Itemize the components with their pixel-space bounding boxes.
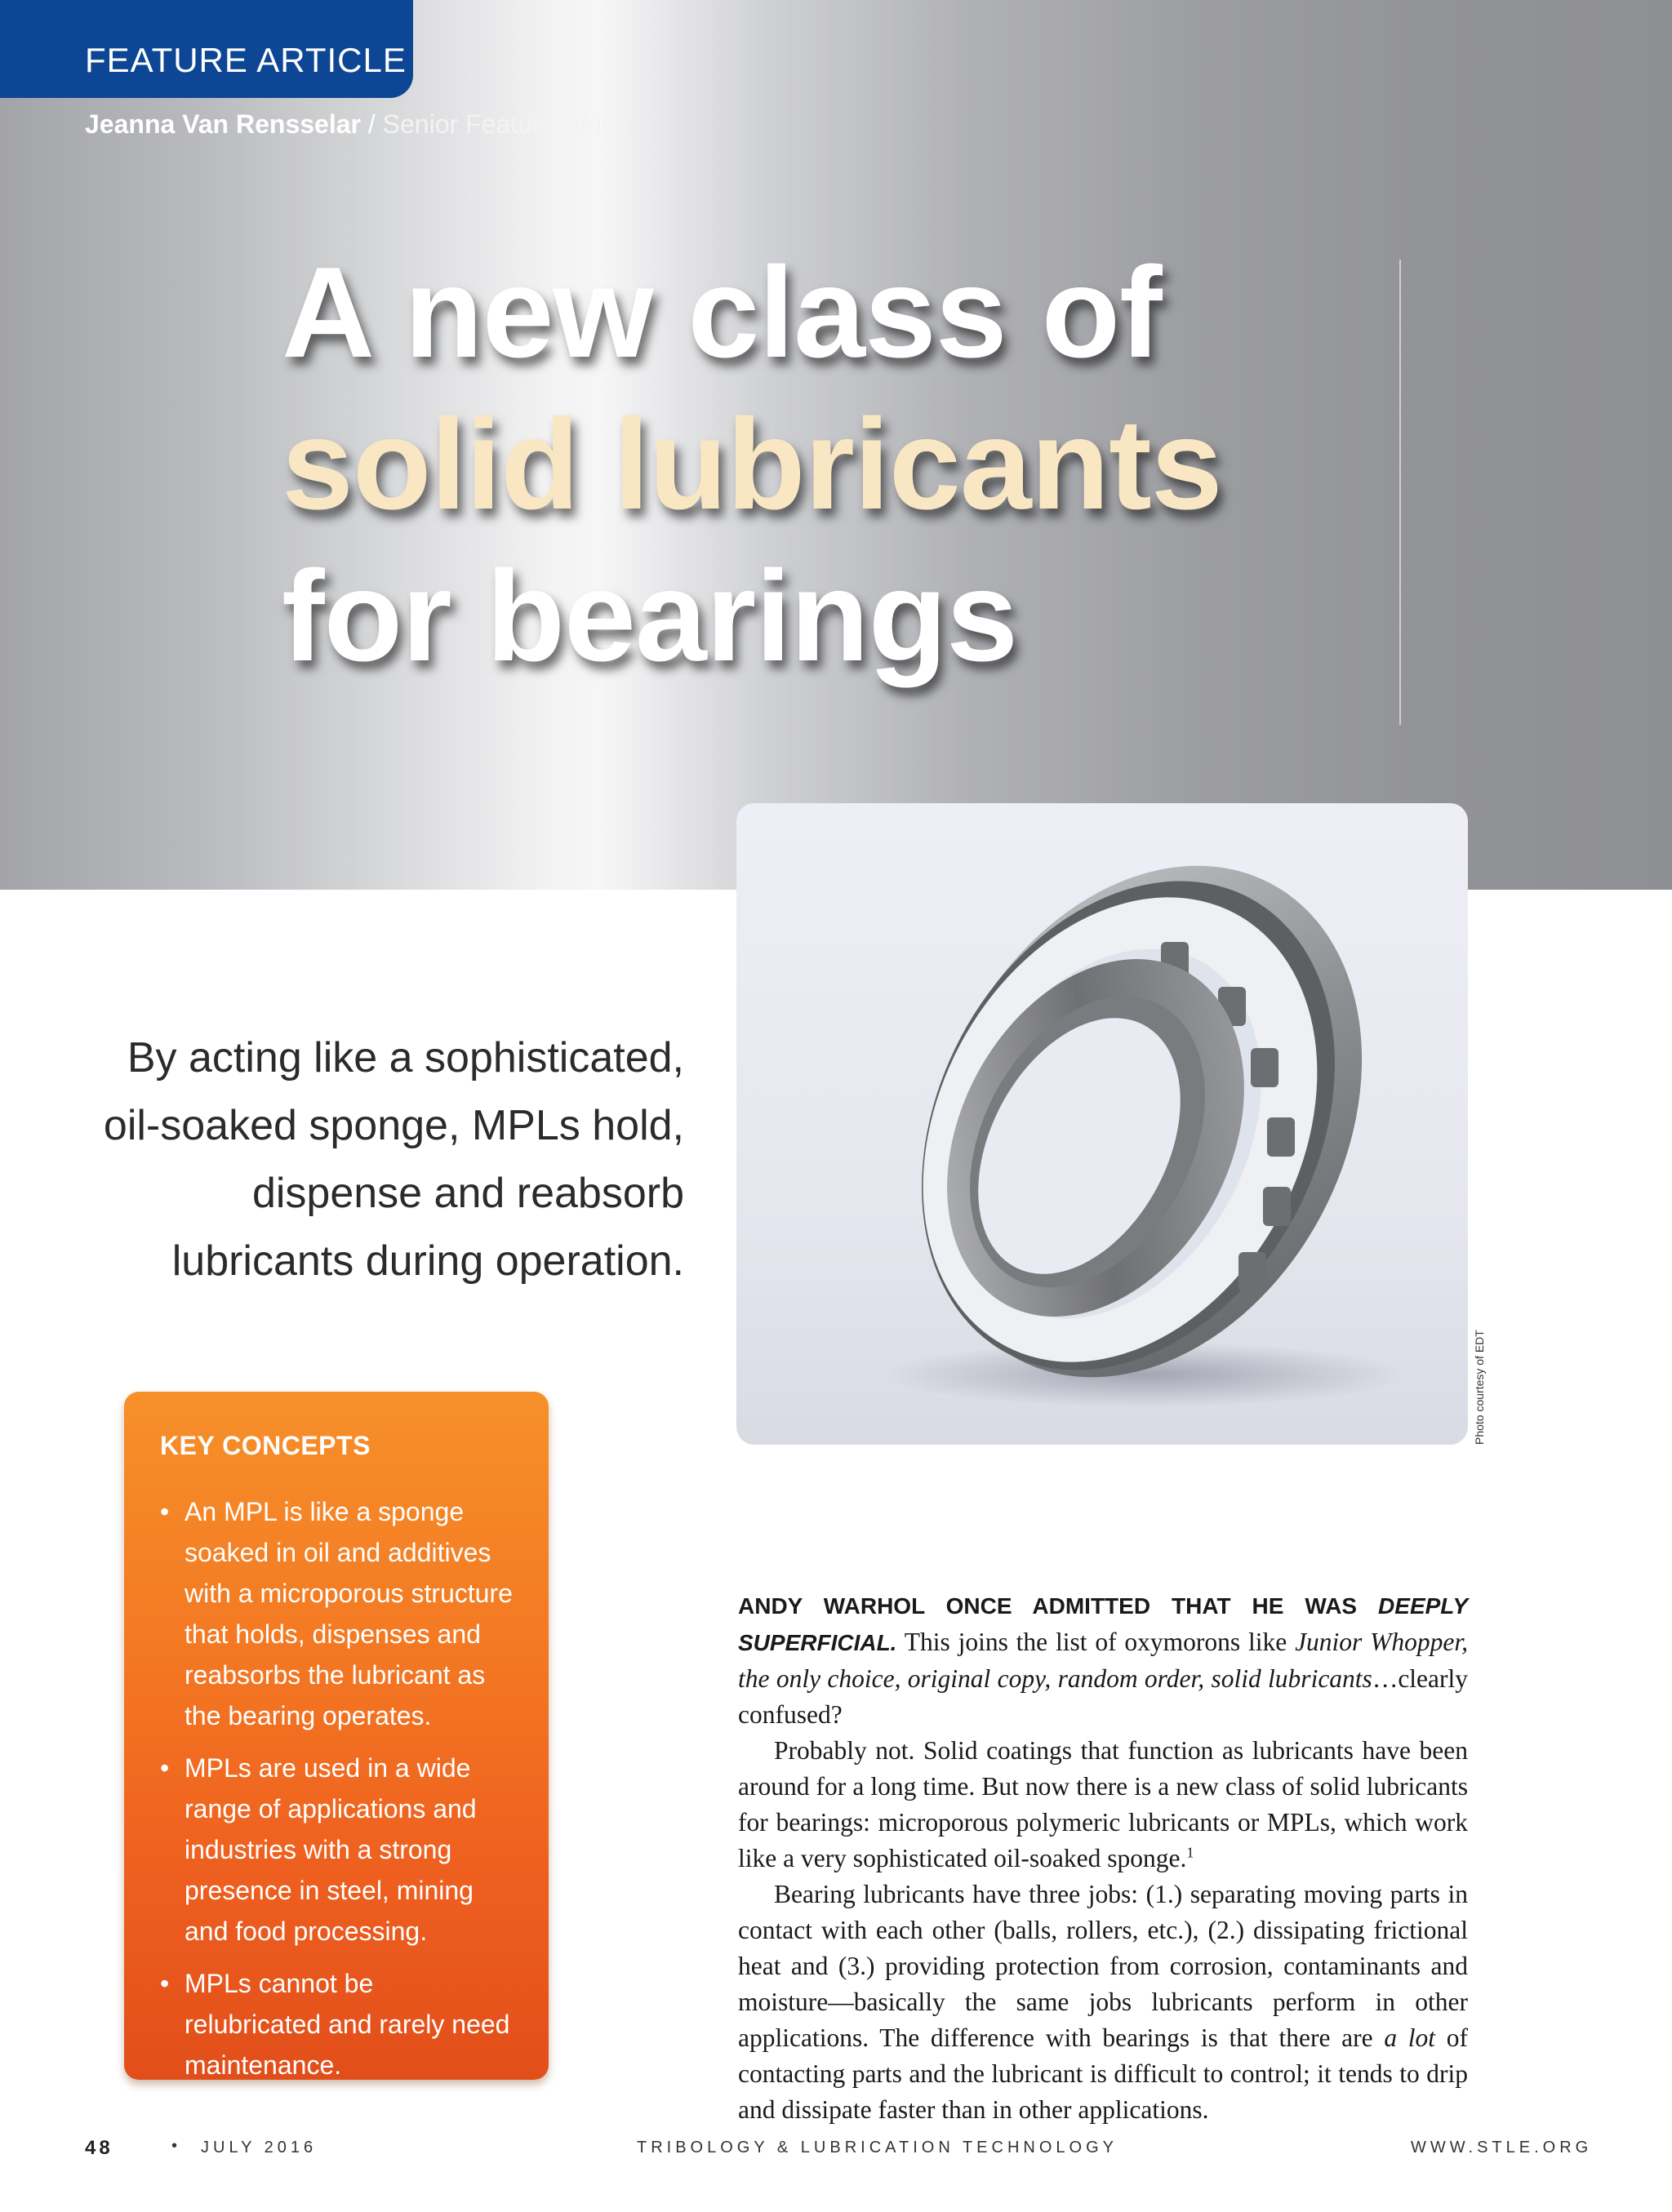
section-tab-label: FEATURE ARTICLE: [85, 41, 407, 79]
key-concept-text: An MPL is like a sponge soaked in oil and additives with a microporous structure that holds, dispenses and reabsorbs the lubricant as the bearing operates.: [185, 1497, 513, 1730]
key-concepts-box: [124, 1392, 549, 2080]
body-text: Bearing lubricants have three jobs: (1.) separating moving parts in contact with each other (balls, rollers, etc.), (2.) dissipating frictional heat and (3.) providing protection from corrosion, contaminants and moisture—basically the same jobs lubricants perform in other applications. The difference with bearings is that there are: [738, 1880, 1468, 2052]
title-line-3: for bearings: [282, 544, 1018, 688]
deck-line-3: dispense and reabsorb: [251, 1170, 684, 1217]
article-title: [282, 237, 1425, 692]
key-concept-item: [157, 1491, 516, 1736]
byline: [85, 109, 632, 140]
deck-line-1: By acting like a sophisticated,: [127, 1034, 684, 1082]
author-name: Jeanna Van Rensselar: [85, 109, 361, 139]
deck-line-2: oil-soaked sponge, MPLs hold,: [103, 1102, 684, 1149]
body-text: Probably not. Solid coatings that function as lubricants have been around for a long time. But now there is a new class of solid lubricants for bearings: microporous polymeric lubricants or MPLs, which work like a very sophisticated oil-soaked sponge.: [738, 1736, 1468, 1872]
issue-date: JULY 2016: [201, 2139, 318, 2156]
article-body: [738, 1588, 1468, 2128]
key-concept-item: [157, 1748, 516, 1952]
section-tab: [0, 0, 413, 98]
bullet-icon: •: [160, 1497, 170, 1526]
page-footer: [0, 2137, 1672, 2170]
photo-credit: Photo courtesy of EDT: [1473, 1330, 1486, 1445]
article-deck: [98, 1024, 684, 1295]
body-text: This joins the list of oxymorons like: [896, 1628, 1296, 1656]
bearing-photo: [736, 803, 1468, 1445]
body-text: …clearly confused?: [738, 1664, 1468, 1729]
lead-in-text: ANDY WARHOL ONCE ADMITTED THAT HE WAS: [738, 1593, 1379, 1619]
body-paragraph-1: [738, 1588, 1468, 1733]
key-concepts-title: KEY CONCEPTS: [160, 1431, 371, 1460]
byline-separator: /: [360, 109, 383, 139]
page-number: 48: [85, 2137, 113, 2159]
footnote-marker: 1: [1186, 1844, 1194, 1861]
body-paragraph-2: [738, 1733, 1468, 1877]
author-role: Senior Feature Writer: [382, 109, 632, 139]
bearing-icon: [736, 803, 1468, 1445]
magazine-name: TRIBOLOGY & LUBRICATION TECHNOLOGY: [637, 2139, 1118, 2156]
key-concept-item: [157, 1963, 516, 2085]
body-paragraph-3: [738, 1877, 1468, 2128]
body-italic: Junior Whopper, the only choice, original copy, random order, solid lubricants: [738, 1628, 1469, 1693]
title-divider: [1399, 260, 1401, 725]
lead-in-italic: DEEPLY SUPERFICIAL.: [738, 1593, 1468, 1655]
bullet-icon: •: [160, 1969, 170, 1998]
body-italic: a lot: [1384, 2023, 1436, 2052]
footer-separator: •: [171, 2137, 182, 2155]
deck-line-4: lubricants during operation.: [171, 1237, 684, 1285]
bullet-icon: •: [160, 1753, 170, 1783]
website-url: WWW.STLE.ORG: [1411, 2139, 1593, 2156]
key-concept-text: MPLs cannot be relubricated and rarely need maintenance.: [185, 1969, 510, 2080]
key-concept-text: MPLs are used in a wide range of applications and industries with a strong presence in steel, mining and food processing.: [185, 1753, 477, 1946]
title-line-2: solid lubricants: [282, 393, 1222, 536]
title-line-1: A new class of: [282, 241, 1162, 384]
body-text: of contacting parts and the lubricant is difficult to control; it tends to drip and dissipate faster than in other applications.: [738, 2023, 1468, 2124]
key-concepts-list: [157, 1491, 516, 2097]
